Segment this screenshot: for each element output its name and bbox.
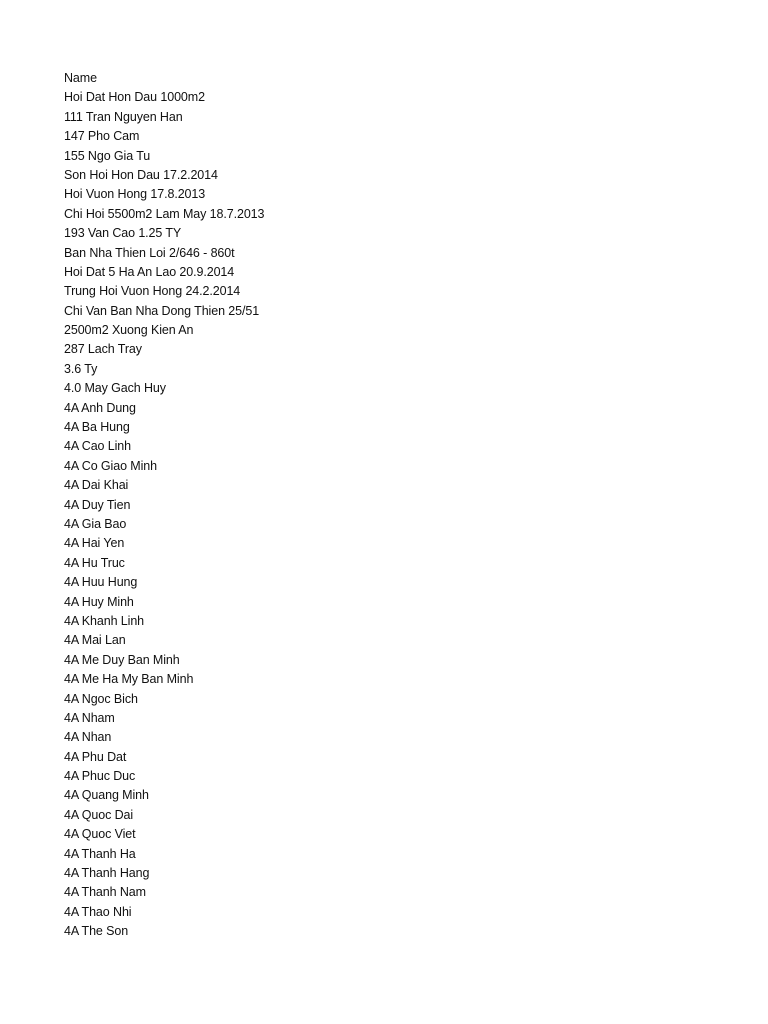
list-item: Chi Hoi 5500m2 Lam May 18.7.2013	[64, 206, 265, 221]
list-item: 4A Khanh Linh	[64, 613, 145, 628]
list-item: 4A Anh Dung	[64, 400, 136, 415]
list-item: 155 Ngo Gia Tu	[64, 148, 151, 163]
list-item: 4A Me Ha My Ban Minh	[64, 672, 194, 687]
list-item: 4A Huu Hung	[64, 575, 138, 590]
list-item: Hoi Dat Hon Dau 1000m2	[64, 90, 205, 105]
list-item: 4.0 May Gach Huy	[64, 381, 166, 396]
list-item: 4A Co Giao Minh	[64, 458, 157, 473]
list-item: 4A Huy Minh	[64, 594, 134, 609]
list-item: 4A Quoc Viet	[64, 827, 136, 842]
column-header: Name	[64, 71, 97, 85]
list-item: 4A Me Duy Ban Minh	[64, 652, 180, 667]
list-item: 287 Lach Tray	[64, 342, 142, 357]
list-item: 4A Hai Yen	[64, 536, 125, 551]
list-item: 4A Ba Hung	[64, 420, 130, 435]
list-item: 147 Pho Cam	[64, 129, 140, 144]
list-item: 2500m2 Xuong Kien An	[64, 323, 194, 338]
list-item: 4A Quoc Dai	[64, 807, 134, 822]
list-item: 4A Thanh Nam	[64, 885, 146, 900]
list-item: Chi Van Ban Nha Dong Thien 25/51	[64, 303, 260, 318]
list-item: Ban Nha Thien Loi 2/646 - 860t	[64, 245, 235, 260]
list-item: 193 Van Cao 1.25 TY	[64, 226, 182, 241]
list-item: 4A Nhan	[64, 730, 112, 745]
list-item: 4A Quang Minh	[64, 788, 149, 803]
list-item: 4A Duy Tien	[64, 497, 131, 512]
list-item: Hoi Dat 5 Ha An Lao 20.9.2014	[64, 264, 235, 279]
list-item: 111 Tran Nguyen Han	[64, 109, 183, 124]
list-item: 4A Thao Nhi	[64, 904, 132, 919]
list-item: 4A Phuc Duc	[64, 769, 136, 784]
list-item: 4A Ngoc Bich	[64, 691, 138, 706]
list-item: 4A The Son	[64, 924, 129, 939]
list-item: 4A Dai Khai	[64, 478, 129, 493]
list-item: Son Hoi Hon Dau 17.2.2014	[64, 167, 218, 182]
list-item: 4A Mai Lan	[64, 633, 126, 648]
list-item: 4A Phu Dat	[64, 749, 127, 764]
list-item: 4A Hu Truc	[64, 555, 125, 570]
list-item: Hoi Vuon Hong 17.8.2013	[64, 187, 206, 202]
list-item: Trung Hoi Vuon Hong 24.2.2014	[64, 284, 241, 299]
name-list	[64, 69, 264, 942]
list-item: 4A Nham	[64, 710, 115, 725]
list-item: 4A Thanh Ha	[64, 846, 136, 861]
list-item: 4A Thanh Hang	[64, 866, 150, 881]
list-item: 4A Cao Linh	[64, 439, 132, 454]
list-item: 3.6 Ty	[64, 361, 98, 376]
list-item: 4A Gia Bao	[64, 516, 127, 531]
